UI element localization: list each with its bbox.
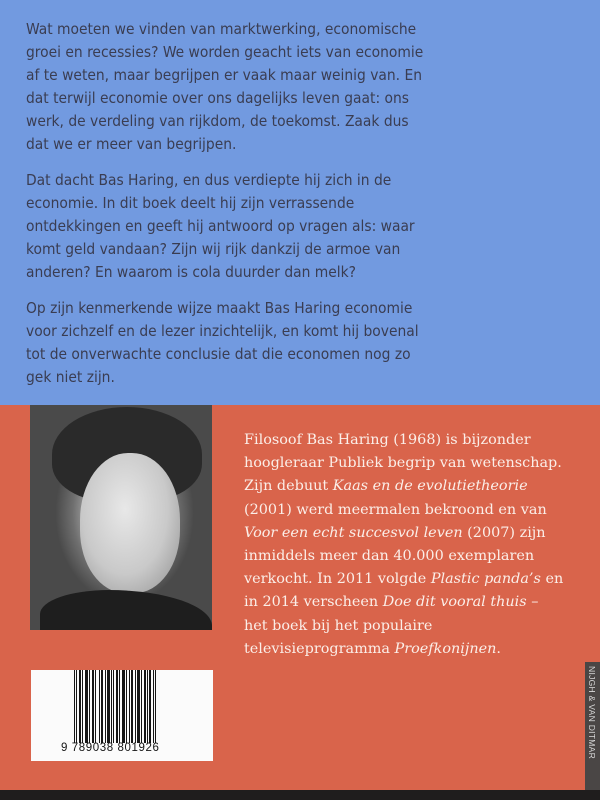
publisher-name: NIJGH & VAN DITMAR [587,666,597,760]
blurb-paragraph-1: Wat moeten we vinden van marktwerking, economische groei en recessies? We worden geacht iets van economie af te weten, maar begrijpen er vaak maar weinig van. En dat terwijl economie over ons dagelijks leven gaat: ons werk, de verdeling van rijkdom, de toekomst. Zaak dus dat we er meer van begrijpen. [26,20,424,153]
blurb-text [26,18,426,402]
author-bio [244,429,564,661]
photo-shirt [40,590,212,630]
bio-text: . [496,640,501,657]
blurb-paragraph-3: Op zijn kenmerkende wijze maakt Bas Haring economie voor zichzelf en de lezer inzichtelijk, en komt hij bovenal tot de onverwachte conclusie dat die economen nog zo gek niet zijn. [26,299,419,386]
bio-text: Filosoof Bas Haring (1968) is bijzonder hoogleraar Publiek begrip van wetenschap. Zijn debuut [244,432,562,495]
publisher-label [585,662,600,790]
book-title: Proefkonijnen [394,640,497,657]
photo-face [80,453,180,593]
barcode-bars-icon [74,670,172,743]
bio-text: en in 2014 verscheen [244,571,564,611]
barcode-number: 9 789038 801926 [61,742,160,754]
bio-text: (2007) zijn inmiddels meer dan 40.000 exemplaren verkocht. In 2011 volgde [244,524,546,588]
author-photo [30,405,212,630]
book-title: Voor een echt succesvol leven [244,524,463,541]
bio-text: – het boek bij het populaire televisieprogramma [244,594,539,657]
bottom-edge [0,790,600,800]
bio-text: (2001) werd meermalen bekroond en van [244,501,547,518]
book-title: Plastic panda’s [430,571,541,588]
barcode [31,670,213,761]
book-title: Kaas en de evolutietheorie [332,478,528,495]
author-panel [0,405,600,790]
book-title: Doe dit vooral thuis [382,594,527,611]
blurb-paragraph-2: Dat dacht Bas Haring, en dus verdiepte hij zich in de economie. In dit boek deelt hij zijn verrassende ontdekkingen en geeft hij antwoord op vragen als: waar komt geld vandaan? Zijn wij rijk dankzij de armoe van anderen? En waarom is cola duurder dan melk? [26,171,415,281]
